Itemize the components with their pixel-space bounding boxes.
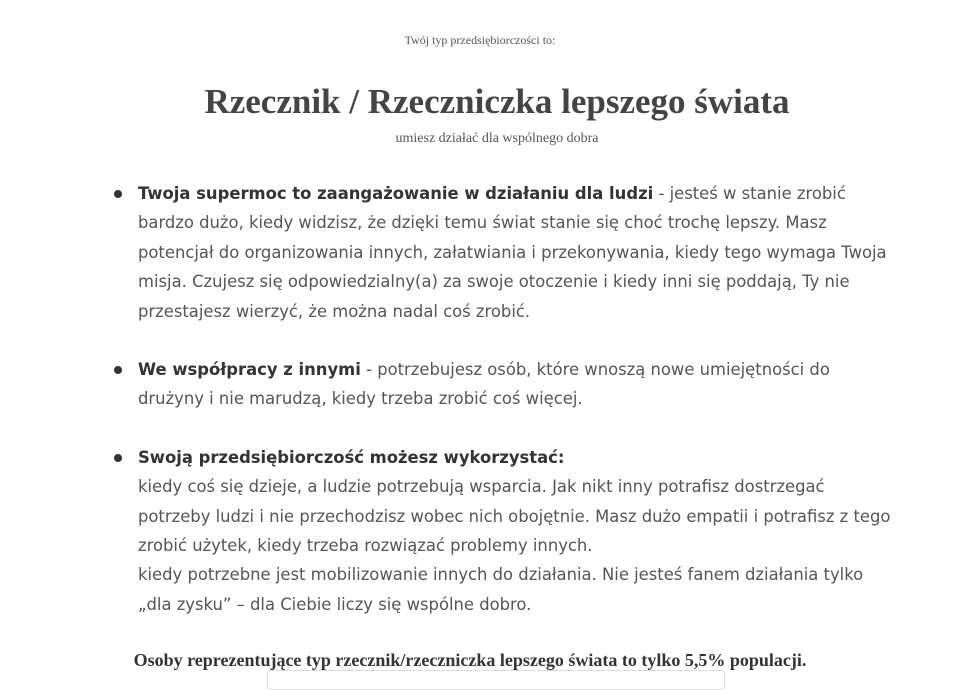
list-item-text: kiedy coś się dzieje, a ludzie potrzebują wsparcia. Jak nikt inny potrafisz dostrzegać potrzeby ludzi i nie przechodzisz wobec nich obojętnie. Masz dużo empatii i potrafisz z tego zrobić użytek, kiedy trzeba rozwiązać problemy innych.	[138, 477, 891, 556]
list-item-przedsiebiorczosc	[110, 443, 900, 619]
population-note: Osoby reprezentujące typ rzecznik/rzeczniczka lepszego świata to tylko 5,5% populacji.	[133, 650, 807, 670]
trait-list	[110, 179, 900, 648]
list-item-supermoc	[110, 179, 900, 326]
list-item-heading: We współpracy z innymi	[138, 360, 361, 380]
page-title: Rzecznik / Rzeczniczka lepszego świata	[204, 82, 790, 121]
bullet-icon	[114, 454, 122, 462]
bullet-icon	[114, 190, 122, 198]
page-subtitle: umiesz działać dla wspólnego dobra	[395, 131, 599, 146]
partial-box	[267, 670, 725, 690]
intro-text: Twój typ przedsiębiorczości to:	[404, 33, 556, 47]
list-item-wspolpraca	[110, 355, 900, 414]
list-item-heading: Twoja supermoc to zaangażowanie w działaniu dla ludzi	[138, 184, 654, 203]
list-item-text: - potrzebujesz osób, które wnoszą nowe umiejętności do drużyny i nie marudzą, kiedy trzeba zrobić coś więcej.	[138, 360, 830, 409]
list-item-text: kiedy potrzebne jest mobilizowanie innych do działania. Nie jesteś fanem działania tylko „dla zysku” – dla Ciebie liczy się wspólne dobro.	[138, 565, 864, 614]
bullet-icon	[114, 366, 122, 374]
list-item-text: - jesteś w stanie zrobić bardzo dużo, kiedy widzisz, że dzięki temu świat stanie się choć trochę lepszy. Masz potencjał do organizowania innych, załatwiania i przekonywania, kiedy tego wymaga Twoja misja. Czujesz się odpowiedzialny(a) za swoje otoczenie i kiedy inni się poddają, Ty nie przestajesz wierzyć, że można nadal coś zrobić.	[138, 184, 887, 321]
list-item-heading: Swoją przedsiębiorczość możesz wykorzystać:	[138, 447, 565, 467]
